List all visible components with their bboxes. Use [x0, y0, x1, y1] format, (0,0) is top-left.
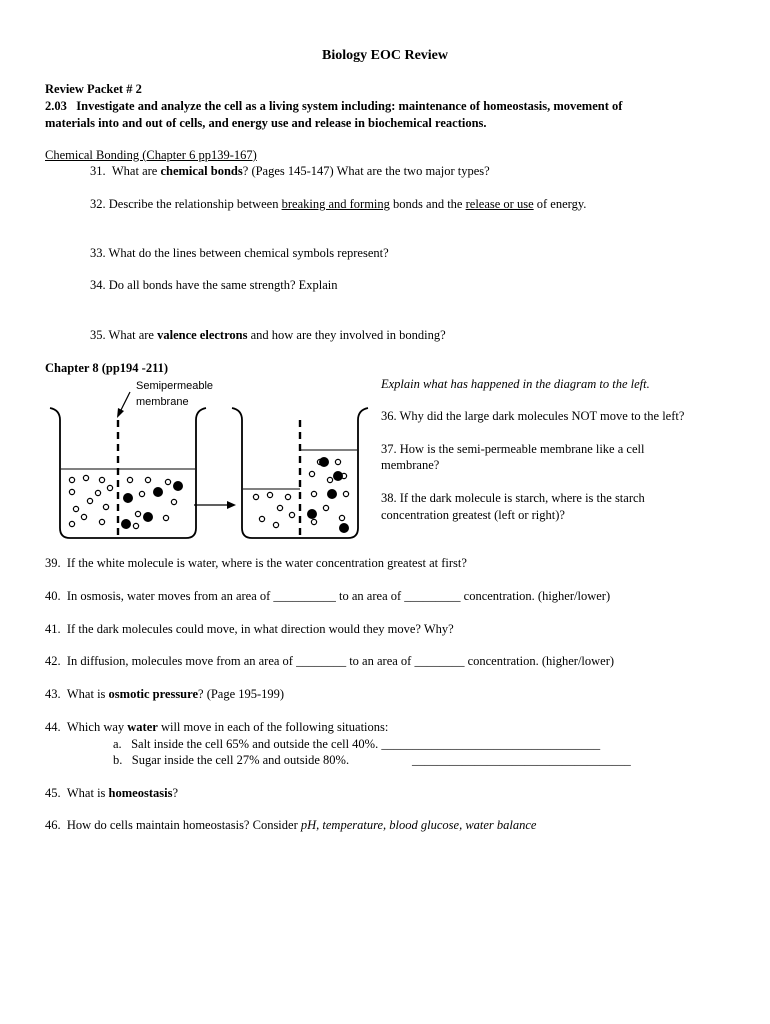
q43-post: ? (Page 195-199) [198, 687, 285, 701]
q41-num: 41. [45, 622, 61, 636]
q32-pre: Describe the relationship between [108, 197, 282, 211]
q46-num: 46. [45, 818, 61, 832]
q45-num: 45. [45, 786, 61, 800]
question-36: 36. Why did the large dark molecules NOT move to the left? [381, 409, 685, 423]
chapter-8-heading: Chapter 8 (pp194 -211) [45, 361, 169, 375]
q33-text: What do the lines between chemical symbols represent? [108, 246, 389, 260]
q44-bold: water [127, 720, 158, 734]
q43-bold: osmotic pressure [108, 687, 199, 701]
q35-bold: valence electrons [157, 328, 248, 342]
q33-num: 33. [90, 246, 106, 260]
q35-num: 35. [90, 328, 106, 342]
q44-num: 44. [45, 720, 61, 734]
q44-post: will move in each of the following situations: [157, 720, 389, 734]
question-44a [113, 737, 600, 752]
q44-pre: Which way [66, 720, 128, 734]
question-41 [45, 622, 454, 637]
question-46 [45, 818, 536, 833]
q31-post: ? (Pages 145-147) What are the two major types? [242, 164, 490, 178]
q40-num: 40. [45, 589, 61, 603]
q43-num: 43. [45, 687, 61, 701]
question-43 [45, 687, 284, 702]
label-arrow-line [120, 392, 130, 412]
q44b-label: b. [113, 753, 123, 767]
objective-line-1 [45, 99, 622, 114]
question-38-line-2: concentration greatest (left or right)? [381, 508, 565, 522]
q45-post: ? [172, 786, 179, 800]
q40-text: In osmosis, water moves from an area of __________ to an area of _________ concentration. (higher/lower) [66, 589, 611, 603]
q34-num: 34. [90, 278, 106, 292]
objective-text-1: Investigate and analyze the cell as a living system including: maintenance of homeostasis, movement of [76, 99, 623, 113]
q42-num: 42. [45, 654, 61, 668]
q44b-text: Sugar inside the cell 27% and outside 80%. [131, 753, 350, 767]
q43-pre: What is [66, 687, 109, 701]
transition-arrow-head [227, 501, 236, 509]
q34-text: Do all bonds have the same strength? Explain [108, 278, 338, 292]
q35-post: and how are they involved in bonding? [247, 328, 446, 342]
question-44 [45, 720, 388, 735]
q44a-label: a. [113, 737, 122, 751]
label-arrow-head [117, 408, 124, 418]
objective-text-2: materials into and out of cells, and energy use and release in biochemical reactions. [45, 116, 487, 130]
q39-text: If the white molecule is water, where is the water concentration greatest at first? [66, 556, 467, 570]
packet-label: Review Packet # 2 [45, 82, 142, 96]
question-39 [45, 556, 467, 571]
left-beaker [50, 408, 206, 538]
q44a-text: Salt inside the cell 65% and outside the cell 40%. [131, 737, 379, 751]
q31-num: 31. [90, 164, 106, 178]
q31-pre: What are [111, 164, 161, 178]
membrane-label-line-2: membrane [136, 396, 189, 408]
q32-underline-2: release or use [465, 197, 534, 211]
q41-text: If the dark molecules could move, in what direction would they move? Why? [66, 622, 454, 636]
question-40 [45, 589, 610, 604]
q32-post: of energy. [533, 197, 587, 211]
q44b-blank: ___________________________________ [412, 753, 631, 767]
chemical-bonding-heading: Chemical Bonding (Chapter 6 pp139-167) [45, 148, 257, 162]
question-44b [113, 753, 349, 768]
q45-pre: What is [66, 786, 109, 800]
question-45 [45, 786, 178, 801]
question-31 [90, 164, 490, 179]
question-42 [45, 654, 614, 669]
q32-underline-1: breaking and forming [281, 197, 390, 211]
q46-pre: How do cells maintain homeostasis? Consider [66, 818, 301, 832]
q42-text: In diffusion, molecules move from an area of ________ to an area of ________ concentration. (higher/lower) [66, 654, 615, 668]
objective-number: 2.03 [45, 99, 67, 113]
q46-italic: pH, temperature, blood glucose, water balance [300, 818, 537, 832]
q35-pre: What are [108, 328, 158, 342]
question-38-line-1: 38. If the dark molecule is starch, where is the starch [381, 491, 645, 505]
page-title: Biology EOC Review [322, 48, 448, 63]
q45-bold: homeostasis [108, 786, 173, 800]
q44a-blank: ___________________________________ [381, 737, 601, 751]
question-34 [90, 278, 338, 293]
question-37-line-2: membrane? [381, 458, 440, 472]
q31-bold: chemical bonds [160, 164, 243, 178]
q32-num: 32. [90, 197, 106, 211]
membrane-label-line-1: Semipermeable [136, 380, 214, 392]
diagram-explain-prompt: Explain what has happened in the diagram to the left. [381, 377, 650, 391]
q39-num: 39. [45, 556, 61, 570]
question-32 [90, 197, 586, 212]
osmosis-diagram [44, 376, 370, 551]
q32-mid: bonds and the [389, 197, 466, 211]
question-33 [90, 246, 389, 261]
question-35 [90, 328, 446, 343]
question-37-line-1: 37. How is the semi-permeable membrane like a cell [381, 442, 645, 456]
